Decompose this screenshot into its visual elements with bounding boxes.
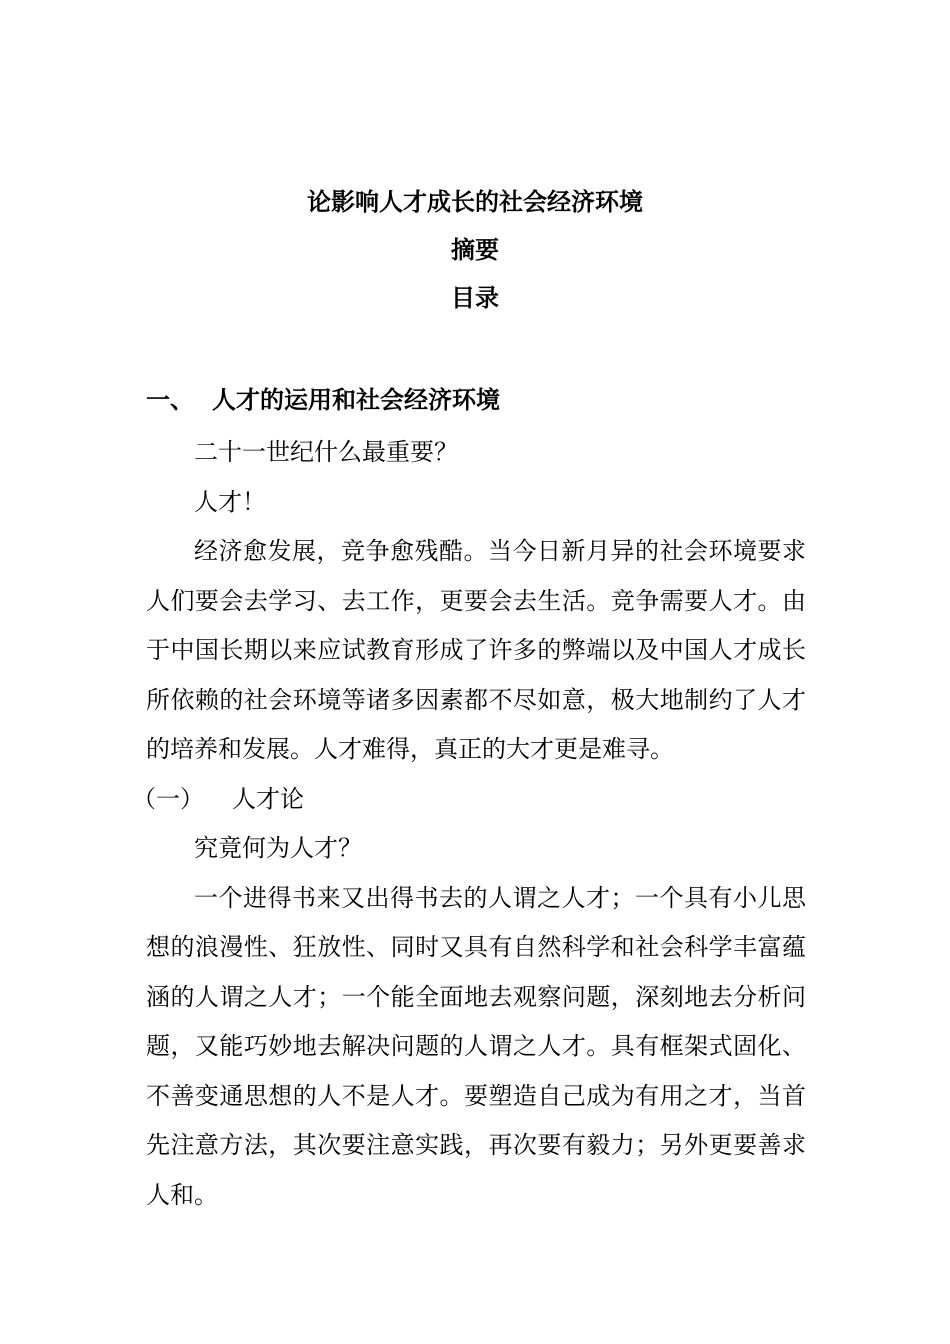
section-title: 人才的运用和社会经济环境	[212, 385, 500, 414]
document-title: 论影响人才成长的社会经济环境	[307, 187, 643, 216]
section-heading-1	[146, 378, 500, 422]
title-block	[0, 178, 950, 322]
paragraph: 经济愈发展，竞争愈残酷。当今日新月异的社会环境要求人们要会去学习、去工作，更要会去生活。竞争需要人才。由于中国长期以来应试教育形成了许多的弊端以及中国人才成长所依赖的社会环境等诸多因素都不尽如意，极大地制约了人才的培养和发展。人才难得，真正的大才更是难寻。	[146, 537, 806, 763]
paragraph: 究竟何为人才？	[194, 834, 362, 862]
subsection-heading-1	[132, 775, 806, 825]
paragraph: 人才！	[194, 487, 266, 516]
paragraph: 二十一世纪什么最重要？	[194, 438, 458, 466]
subsection-title: 人才论	[232, 784, 304, 813]
toc-heading: 目录	[451, 283, 499, 312]
section-number: 一、	[146, 385, 194, 414]
paragraph: 一个进得书来又出得书去的人谓之人才；一个具有小儿思想的浪漫性、狂放性、同时又具有自然科学和社会科学丰富蕴涵的人谓之人才；一个能全面地去观察问题，深刻地去分析问题，又能巧妙地去解决问题的人谓之人才。具有框架式固化、不善变通思想的人不是人才。要塑造自己成为有用之才，当首先注意方法，其次要注意实践，再次要有毅力；另外更要善求人和。	[146, 883, 806, 1209]
abstract-heading: 摘要	[451, 235, 499, 264]
subsection-number: （一）	[132, 784, 204, 813]
body-text	[132, 428, 806, 1220]
